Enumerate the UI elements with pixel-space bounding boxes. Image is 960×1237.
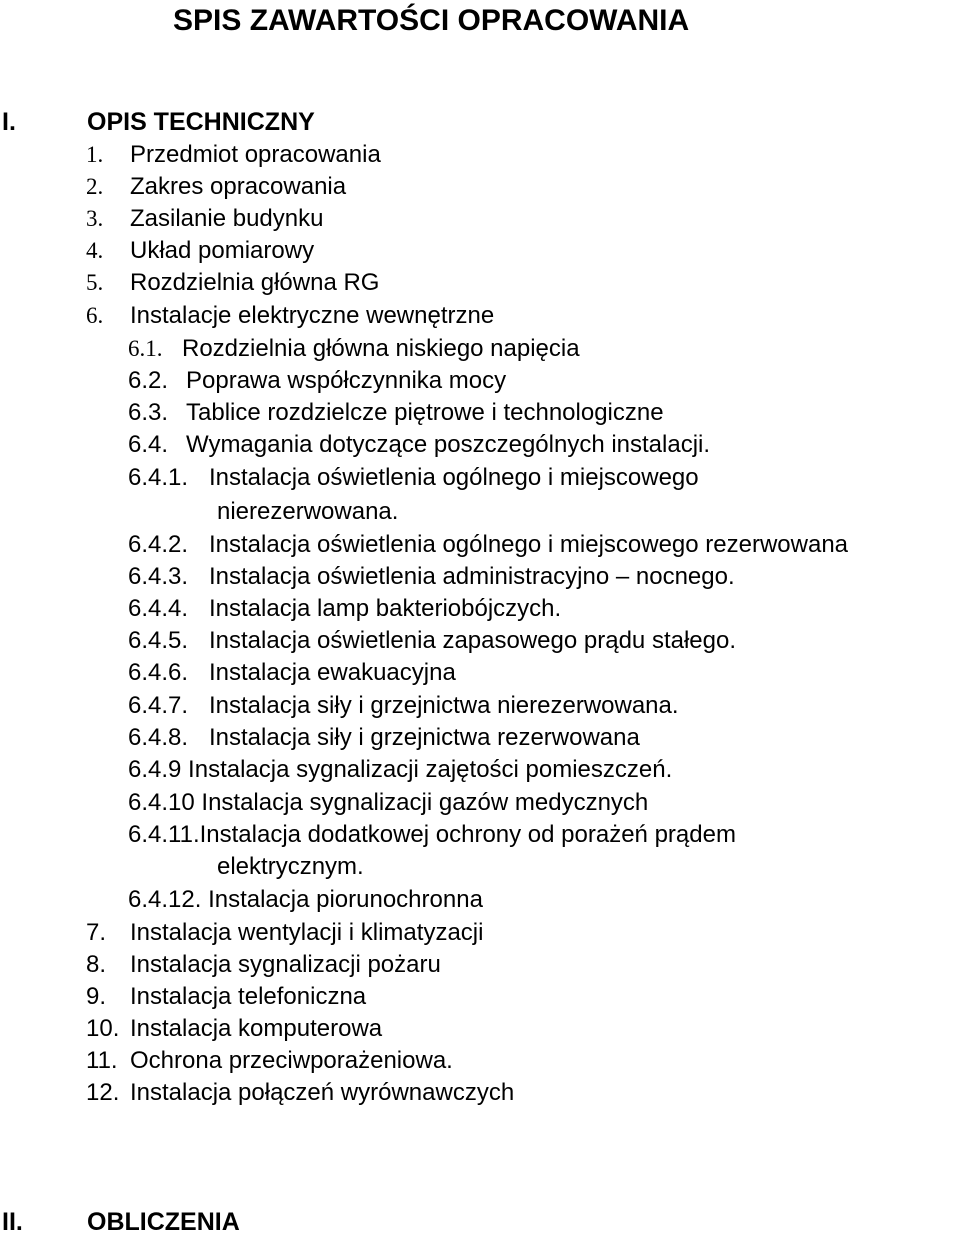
- toc-subitem-text: Poprawa współczynnika mocy: [186, 367, 507, 394]
- toc-subsubitem-number: 6.4.5.: [128, 627, 189, 654]
- toc-subsubitem-number: 6.4.1.: [128, 464, 189, 491]
- toc-subsubitem-number: 6.4.7.: [128, 692, 189, 719]
- toc-subsubitem: 6.4.12. Instalacja piorunochronna: [128, 886, 483, 913]
- toc-subsubitem-text: Instalacja siły i grzejnictwa nierezerwowana.: [209, 692, 679, 719]
- toc-subitem-text: Tablice rozdzielcze piętrowe i technologiczne: [186, 399, 664, 426]
- toc-subsubitem-text: Instalacja oświetlenia zapasowego prądu stałego.: [209, 627, 737, 654]
- toc-subitem-number: 6.2.: [128, 367, 169, 394]
- toc-subsubitem: 6.4.11.Instalacja dodatkowej ochrony od porażeń prądem: [128, 821, 736, 848]
- toc-subsubitem-number: 6.4.6.: [128, 659, 189, 686]
- toc-item-text: Instalacja wentylacji i klimatyzacji: [130, 919, 484, 946]
- toc-item-text: Instalacja sygnalizacji pożaru: [130, 951, 441, 978]
- toc-item-number: 10.: [86, 1015, 120, 1042]
- section-number: II.: [2, 1208, 23, 1236]
- toc-item-number: 3.: [86, 206, 104, 231]
- toc-subsubitem-text: Instalacja lamp bakteriobójczych.: [209, 595, 562, 622]
- toc-item-text: Przedmiot opracowania: [130, 141, 381, 168]
- toc-subsubitem-number: 6.4.3.: [128, 563, 189, 590]
- toc-item-number: 4.: [86, 238, 104, 263]
- toc-item-number: 6.: [86, 303, 104, 328]
- toc-subitem-number: 6.3.: [128, 399, 169, 426]
- toc-item-text: Zasilanie budynku: [130, 205, 324, 232]
- toc-subitem-number: 6.4.: [128, 431, 169, 458]
- toc-item-number: 8.: [86, 951, 107, 978]
- toc-item-number: 1.: [86, 142, 104, 167]
- toc-item-text: Układ pomiarowy: [130, 237, 315, 264]
- toc-subsubitem-number: 6.4.2.: [128, 531, 189, 558]
- toc-item-number: 7.: [86, 919, 107, 946]
- toc-subitem-text: Rozdzielnia główna niskiego napięcia: [182, 335, 580, 362]
- toc-subsubitem-text: Instalacja oświetlenia ogólnego i miejscowego rezerwowana: [209, 531, 849, 558]
- toc-subsubitem-text: Instalacja oświetlenia ogólnego i miejscowego: [209, 464, 699, 491]
- toc-item-text: Ochrona przeciwporażeniowa.: [130, 1047, 453, 1074]
- toc-item-number: 11.: [86, 1047, 118, 1074]
- toc-item-number: 9.: [86, 983, 107, 1010]
- document-title: SPIS ZAWARTOŚCI OPRACOWANIA: [173, 4, 690, 37]
- toc-item-number: 12.: [86, 1079, 120, 1106]
- toc-item-text: Instalacja komputerowa: [130, 1015, 383, 1042]
- section-title: OPIS TECHNICZNY: [87, 108, 315, 136]
- toc-item-number: 5.: [86, 270, 104, 295]
- toc-subsubitem: 6.4.9 Instalacja sygnalizacji zajętości pomieszczeń.: [128, 756, 673, 783]
- toc-subsubitem-text: Instalacja siły i grzejnictwa rezerwowana: [209, 724, 640, 751]
- toc-item-text: Rozdzielnia główna RG: [130, 269, 380, 296]
- toc-subsubitem-text: Instalacja oświetlenia administracyjno – nocnego.: [209, 563, 735, 590]
- toc-subsubitem-text: Instalacja ewakuacyjna: [209, 659, 456, 686]
- toc-item-text: Instalacja połączeń wyrównawczych: [130, 1079, 515, 1106]
- toc-subsubitem-text: nierezerwowana.: [217, 498, 399, 525]
- toc-subsubitem-text: elektrycznym.: [217, 853, 364, 880]
- section-title: OBLICZENIA: [87, 1208, 240, 1236]
- toc-item-number: 2.: [86, 174, 104, 199]
- toc-subitem-text: Wymagania dotyczące poszczególnych instalacji.: [186, 431, 711, 458]
- toc-subsubitem-number: 6.4.8.: [128, 724, 189, 751]
- toc-item-text: Instalacje elektryczne wewnętrzne: [130, 302, 495, 329]
- toc-subitem-number: 6.1.: [128, 336, 163, 361]
- toc-item-text: Instalacja telefoniczna: [130, 983, 367, 1010]
- section-number: I.: [2, 108, 16, 136]
- toc-subsubitem-number: 6.4.4.: [128, 595, 189, 622]
- toc-subsubitem: 6.4.10 Instalacja sygnalizacji gazów medycznych: [128, 789, 649, 816]
- toc-item-text: Zakres opracowania: [130, 173, 347, 200]
